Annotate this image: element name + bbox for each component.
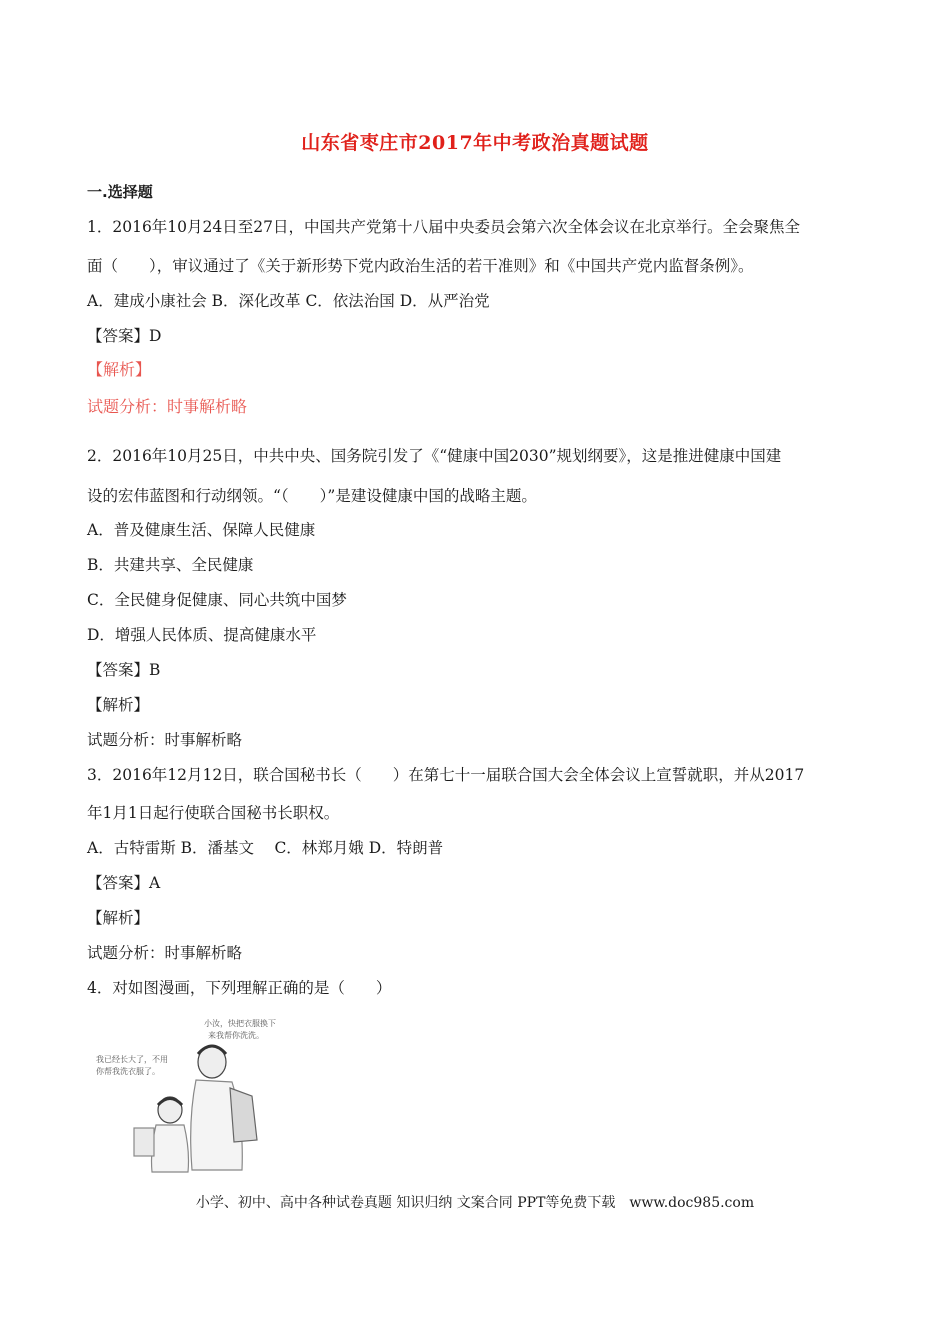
- q1-line-2: 面（ ），审议通过了《关于新形势下党内政治生活的若干准则》和《中国共产党内监督条例》。: [87, 257, 754, 275]
- q1-line-1: 1．2016年10月24日至27日，中国共产党第十八届中央委员会第六次全体会议在北京举行。全会聚焦全: [87, 218, 800, 236]
- q2-line-1: 2．2016年10月25日，中共中央、国务院引发了《“健康中国2030”规划纲要》，这是推进健康中国建: [87, 447, 782, 465]
- q2-line-2: 设的宏伟蓝图和行动纲领。“（ ）”是建设健康中国的战略主题。: [87, 487, 537, 505]
- page-title: 山东省枣庄市2017年中考政治真题试题: [301, 132, 649, 154]
- q2-answer: 【答案】B: [87, 661, 161, 679]
- q3-analysis-label: 【解析】: [87, 909, 150, 927]
- q1-options: A．建成小康社会 B．深化改革 C．依法治国 D．从严治党: [87, 292, 490, 310]
- q2-analysis: 试题分析：时事解析略: [87, 731, 243, 749]
- q2-option-a: A．普及健康生活、保障人民健康: [87, 521, 316, 539]
- q1-answer: 【答案】D: [87, 327, 162, 345]
- q4-line-1: 4．对如图漫画，下列理解正确的是（ ）: [87, 979, 392, 997]
- q3-line-2: 年1月1日起行使联合国秘书长职权。: [87, 804, 340, 822]
- q2-analysis-label: 【解析】: [87, 696, 150, 714]
- child-bubble-line-2: 你帮我洗衣服了。: [96, 1067, 160, 1076]
- q3-analysis: 试题分析：时事解析略: [87, 944, 243, 962]
- q3-answer: 【答案】A: [87, 874, 161, 892]
- q2-option-d: D．增强人民体质、提高健康水平: [87, 626, 317, 644]
- q2-option-b: B．共建共享、全民健康: [87, 556, 254, 574]
- footer: 小学、初中、高中各种试卷真题 知识归纳 文案合同 PPT等免费下载 www.doc985.com: [195, 1195, 755, 1211]
- cartoon-image: [92, 1010, 332, 1175]
- mother-bubble-line-1: 小汝，快把衣服换下: [204, 1019, 276, 1028]
- q1-analysis: 试题分析：时事解析略: [87, 397, 248, 416]
- section-heading: 一.选择题: [87, 183, 153, 201]
- q1-analysis-label: 【解析】: [87, 360, 152, 379]
- q2-option-c: C．全民健身促健康、同心共筑中国梦: [87, 591, 347, 609]
- child-bubble-line-1: 我已经长大了，不用: [96, 1055, 168, 1064]
- mother-bubble-line-2: 来我帮你洗洗。: [208, 1031, 264, 1040]
- q3-options: A．古特雷斯 B．潘基文 C．林郑月娥 D．特朗普: [87, 839, 444, 857]
- q3-line-1: 3．2016年12月12日，联合国秘书长（ ）在第七十一届联合国大会全体会议上宣誓就职，并从2017: [87, 766, 805, 784]
